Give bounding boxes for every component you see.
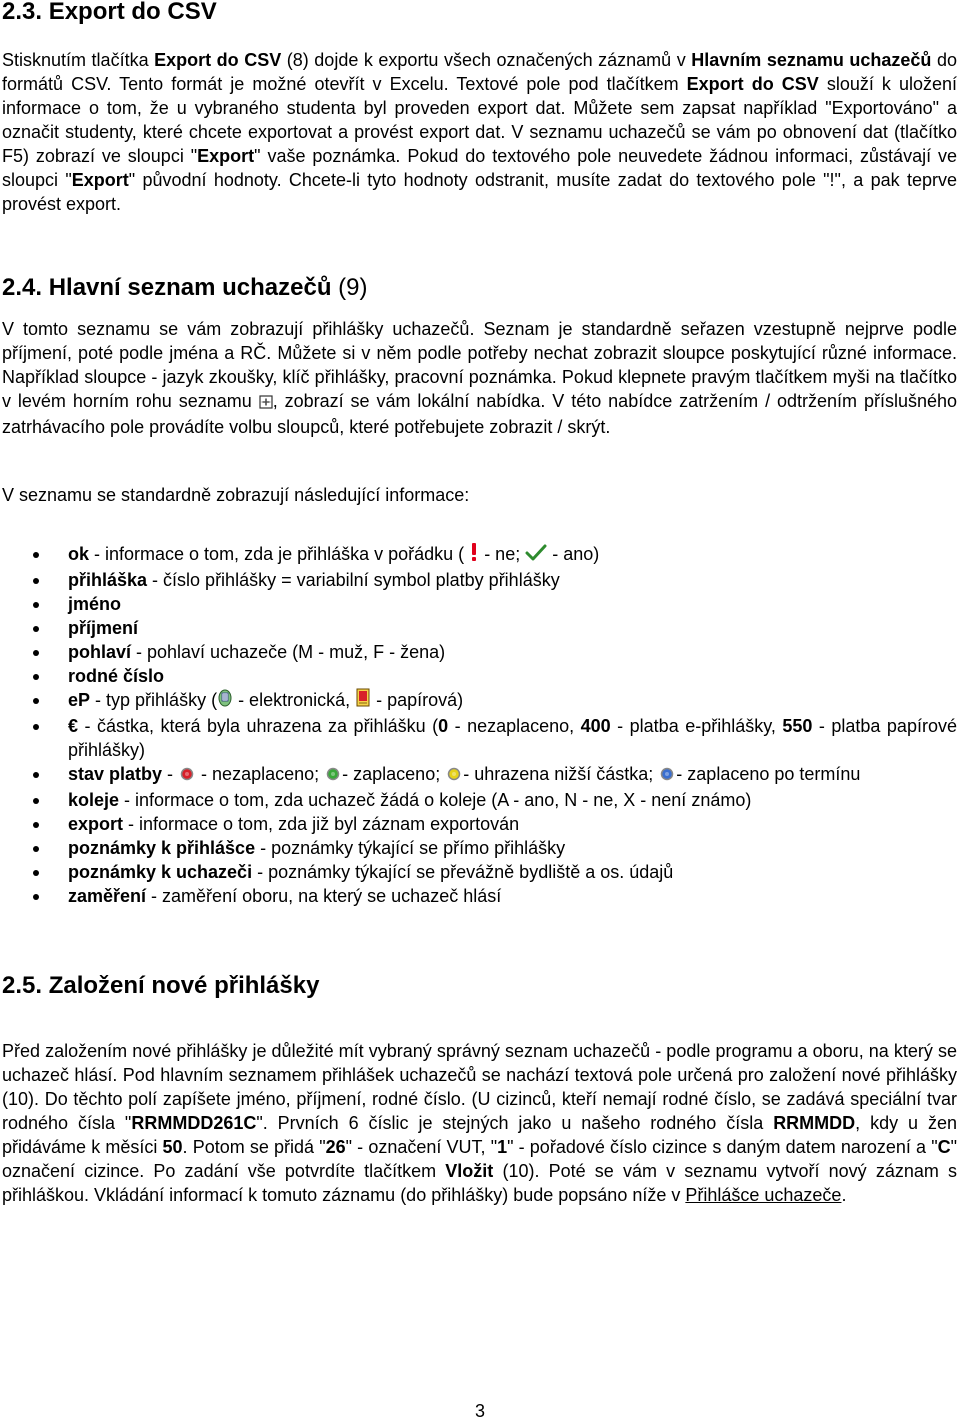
paragraph-export-csv: Stisknutím tlačítka Export do CSV (8) dojde k exportu všech označených záznamů v Hlavním seznamu uchazečů do formátů CSV. Tento formát je možné otevřít v Excelu. Textové pole pod tlačítkem Export do CSV slouží k uložení informace o tom, že u vybraného studenta byl proveden export dat. Můžete sem zapsat například "Exportováno" a označit studenty, které chcete exportovat a provést export dat. V seznamu uchazečů se vám po obnovení dat (tlačítko F5) zobrazí ve sloupci "Export" vaše poznámka. Pokud do textového pole neuvedete žádnou informaci, zůstávají ve sloupci "Export" původní hodnoty. Chcete-li tyto hodnoty odstranit, musíte zadat do textového pole "!", a pak teprve provést export.	[2, 50, 958, 214]
link-applicant-form[interactable]: Přihlášce uchazeče	[685, 1185, 842, 1205]
list-item: poznámky k uchazeči - poznámky týkající se převážně bydliště a os. údajů	[68, 860, 957, 884]
paragraph-list-intro: V seznamu se standardně zobrazují následující informace:	[2, 485, 470, 505]
list-item: rodné číslo	[68, 664, 957, 688]
column-list	[2, 542, 957, 908]
list-item: poznámky k přihlášce - poznámky týkající se přímo přihlášky	[68, 836, 957, 860]
electronic-application-icon	[217, 688, 233, 714]
status-late-icon	[658, 764, 676, 788]
list-item: jméno	[68, 592, 957, 616]
check-icon	[525, 544, 547, 568]
list-item: pohlaví - pohlaví uchazeče (M - muž, F - žena)	[68, 640, 957, 664]
list-item: € - částka, která byla uhrazena za přihlášku (0 - nezaplaceno, 400 - platba e-přihlášky, 550 - platba papírové přihlášky)	[68, 716, 957, 760]
status-paid-icon	[324, 764, 342, 788]
paragraph-main-list: V tomto seznamu se vám zobrazují přihlášky uchazečů. Seznam je standardně seřazen vzestupně nejprve podle příjmení, poté podle jména a RČ. Můžete si v něm podle potřeby nechat zobrazit sloupce poskytující různé informace. Například sloupce - jazyk zkoušky, klíč přihlášky, pracovní poznámka. Pokud klepnete pravým tlačítkem myši na tlačítko v levém horním rohu seznamu , zobrazí se vám lokální nabídka. V této nabídce zatržením / odtržením příslušného zatrhávacího pole provádíte volbu sloupců, které potřebujete zobrazit / skrýt.	[2, 319, 958, 437]
expand-plus-icon	[259, 391, 273, 415]
status-partial-icon	[445, 764, 463, 788]
paper-application-icon	[355, 688, 371, 714]
list-item: stav platby - - nezaplaceno; - zaplaceno; - uhrazena nižší částka; - zaplaceno po termínu	[68, 762, 957, 788]
list-item: export - informace o tom, zda již byl záznam exportován	[68, 812, 957, 836]
list-item: eP - typ přihlášky ( - elektronická, - papírová)	[68, 688, 957, 714]
list-item: ok - informace o tom, zda je přihláška v pořádku ( - ne; - ano)	[68, 542, 957, 568]
page-number: 3	[474, 1401, 485, 1421]
list-item: zaměření - zaměření oboru, na který se uchazeč hlásí	[68, 884, 957, 908]
list-item: koleje - informace o tom, zda uchazeč žádá o koleje (A - ano, N - ne, X - není známo)	[68, 788, 957, 812]
status-unpaid-icon	[178, 764, 196, 788]
list-item: příjmení	[68, 616, 957, 640]
paragraph-new-application: Před založením nové přihlášky je důležité mít vybraný správný seznam uchazečů - podle programu a oboru, na který se uchazeč hlásí. Pod hlavním seznamem přihlášek uchazečů se nachází textová pole určená pro založení nové přihlášky (10). Do těchto polí zapíšete jméno, příjmení, rodné číslo. (U cizinců, kteří nemají rodné číslo, se zadává speciální tvar rodného čísla "RRMMDD261C". Prvních 6 číslic je stejných jako u našeho rodného čísla RRMMDD, kdy u žen přidáváme k měsíci 50. Potom se přidá "26" - označení VUT, "1" - pořadové číslo cizince s daným datem narození a "C" označení cizince. Po zadání vše potvrdíte tlačítkem Vložit (10). Poté se vám v seznamu vytvoří nový záznam s přihláškou. Vkládání informací k tomuto záznamu (do přihlášky) bude popsáno níže v Přihlášce uchazeče.	[2, 1041, 958, 1205]
exclamation-icon	[469, 542, 479, 568]
heading-main-list: 2.4. Hlavní seznam uchazečů (9)	[2, 274, 368, 301]
list-item: přihláška - číslo přihlášky = variabilní symbol platby přihlášky	[68, 568, 957, 592]
heading-export-csv: 2.3. Export do CSV	[2, 0, 217, 25]
heading-new-application: 2.5. Založení nové přihlášky	[2, 972, 320, 999]
